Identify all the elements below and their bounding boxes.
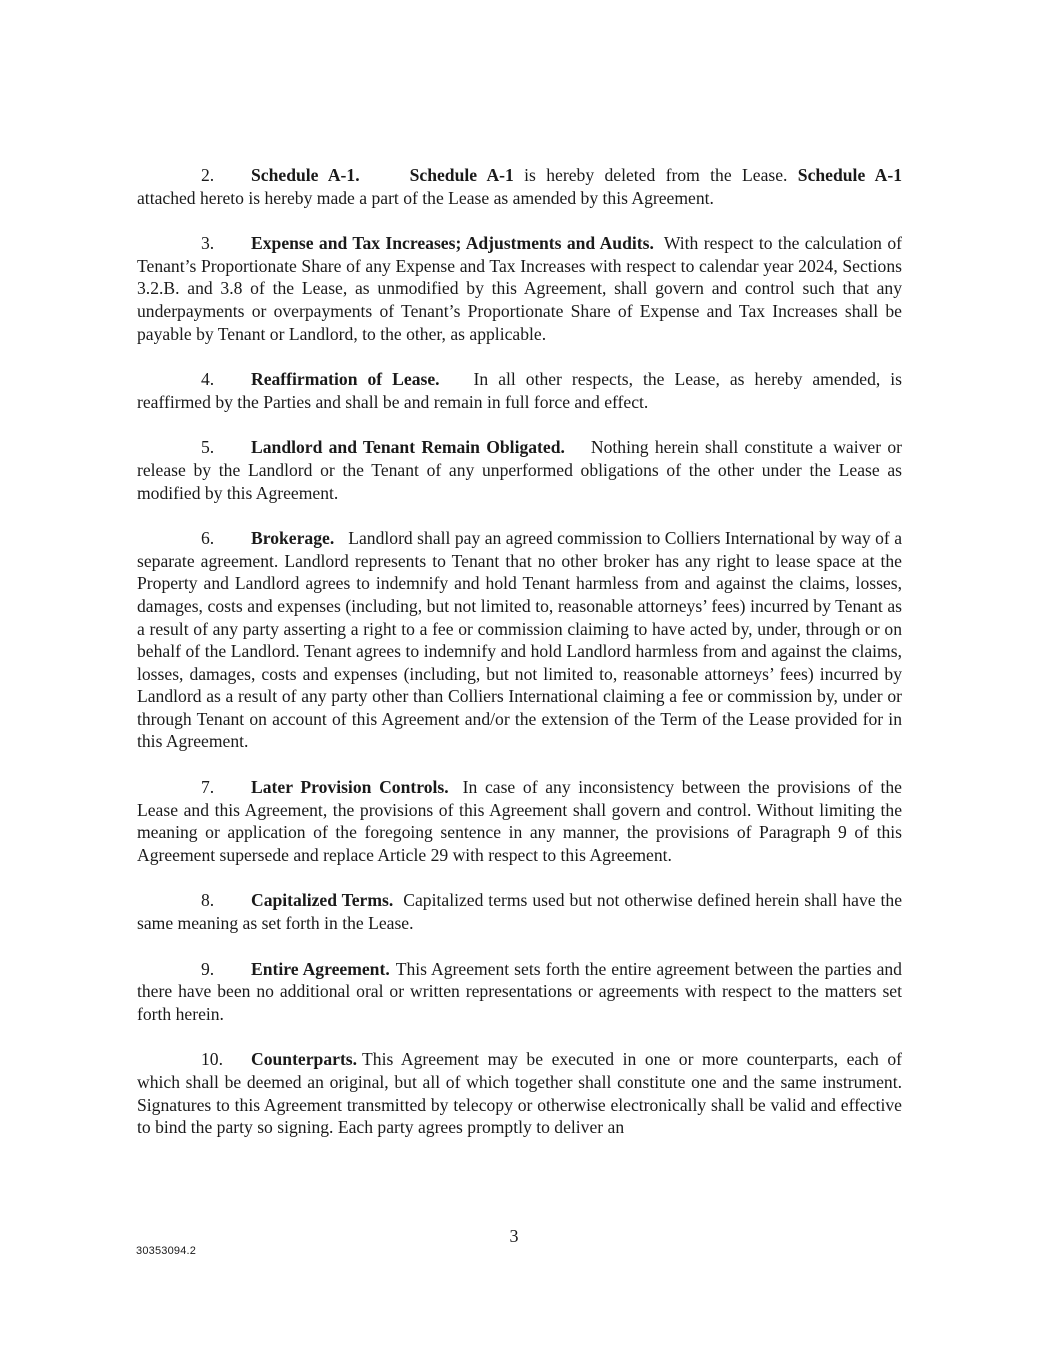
- paragraph-number: 7.: [201, 777, 215, 798]
- paragraph-6: [137, 527, 902, 753]
- document-id: 30353094.2: [136, 1245, 197, 1257]
- paragraph-title: Expense and Tax Increases; Adjustments and Audits.: [251, 233, 654, 254]
- page-number: 3: [509, 1226, 519, 1246]
- paragraph-text-part: Schedule A-1: [409, 165, 514, 185]
- paragraph-3: [137, 232, 902, 345]
- paragraph-number: 3.: [201, 233, 215, 254]
- paragraph-title: Schedule A-1.: [251, 165, 360, 185]
- paragraph-text: This Agreement may be executed in one or more counterparts, each of which shall be deemed an original, but all of which together shall constitute one and the same instrument. Signatures to this Agreement transmitted by telecopy or otherwise electronically shall be valid and effective to bind the party so signing. Each party agrees promptly to deliver an: [137, 1049, 902, 1138]
- paragraph-number: 2.: [201, 165, 215, 185]
- paragraph-text: In case of any inconsistency between the provisions of the Lease and this Agreement, the provisions of this Agreement shall govern and control. Without limiting the meaning or application of the foregoing sentence in any manner, the provisions of Paragraph 9 of this Agreement supersede and replace Article 29 with respect to this Agreement.: [137, 777, 902, 865]
- document-body: [137, 164, 902, 1162]
- paragraph-text-part: Schedule A-1: [797, 165, 902, 185]
- paragraph-text-part: is hereby deleted from the Lease.: [513, 165, 798, 185]
- paragraph-text-part: attached hereto is hereby made a part of the Lease as amended by this Agreement.: [137, 187, 714, 208]
- paragraph-text: In all other respects, the Lease, as hereby amended, is reaffirmed by the Parties and shall be and remain in full force and effect.: [137, 369, 902, 412]
- paragraph-text: Nothing herein shall constitute a waiver or release by the Landlord or the Tenant of any unperformed obligations of the other under the Lease as modified by this Agreement.: [137, 437, 902, 503]
- paragraph-text: Capitalized terms used but not otherwise defined herein shall have the same meaning as set forth in the Lease.: [137, 890, 902, 934]
- paragraph-title: Later Provision Controls.: [251, 777, 449, 798]
- paragraph-8: [137, 889, 902, 934]
- paragraph-text: Landlord shall pay an agreed commission to Colliers International by way of a separate agreement. Landlord represents to Tenant that no other broker has any right to lease space at the Property and Landlord agrees to indemnify and hold Tenant harmless from and against the claims, losses, damages, costs and expenses (including, but not limited to, reasonable attorneys’ fees) incurred by Tenant as a result of any party asserting a right to a fee or commission claiming to have acted by, under, through or on behalf of the Landlord. Tenant agrees to indemnify and hold Landlord harmless from and against the claims, losses, damages, costs and expenses (including, but not limited to, reasonable attorneys’ fees) incurred by Landlord as a result of any party other than Colliers International claiming a fee or commission by, under or through Tenant on account of this Agreement and/or the extension of the Term of the Lease provided for in this Agreement.: [137, 528, 902, 752]
- paragraph-title: Landlord and Tenant Remain Obligated.: [251, 437, 565, 458]
- paragraph-number: 4.: [201, 369, 215, 390]
- paragraph-5: [137, 436, 902, 504]
- paragraph-9: [137, 958, 902, 1026]
- paragraph-number: 6.: [201, 528, 215, 549]
- paragraph-title: Capitalized Terms.: [251, 890, 394, 911]
- paragraph-2: [137, 164, 902, 209]
- paragraph-title: Reaffirmation of Lease.: [251, 369, 440, 390]
- paragraph-7: [137, 776, 902, 866]
- paragraph-4: [137, 368, 902, 413]
- paragraph-text: This Agreement sets forth the entire agreement between the parties and there have been no additional oral or written representations or agreements with respect to the matters set forth herein.: [137, 958, 902, 1024]
- paragraph-title: Entire Agreement.: [251, 958, 390, 979]
- paragraph-number: 10.: [201, 1049, 223, 1070]
- paragraph-number: 9.: [201, 958, 215, 979]
- paragraph-number: 8.: [201, 890, 215, 911]
- paragraph-number: 5.: [201, 437, 215, 458]
- paragraph-10: [137, 1048, 902, 1138]
- paragraph-title: Counterparts.: [251, 1049, 358, 1070]
- paragraph-title: Brokerage.: [251, 528, 335, 549]
- paragraph-text: With respect to the calculation of Tenant’s Proportionate Share of any Expense and Tax Increases with respect to calendar year 2024, Sections 3.2.B. and 3.8 of the Lease, as unmodified by this Agreement, shall govern and control such that any underpayments or overpayments of Tenant’s Proportionate Share of Expense and Tax Increases shall be payable by Tenant or Landlord, to the other, as applicable.: [137, 233, 902, 344]
